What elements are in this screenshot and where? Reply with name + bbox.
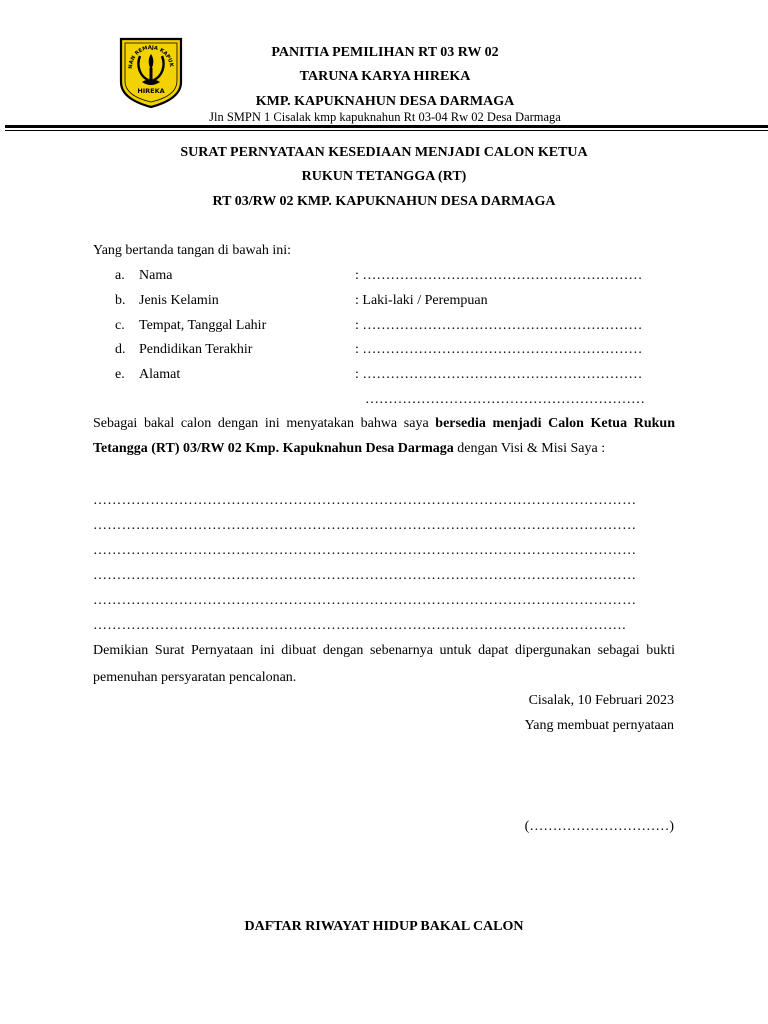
field-letter: b. (115, 293, 126, 308)
letterhead-rule-thin (5, 130, 768, 131)
crest-bottom-text: HIREKA (137, 87, 165, 95)
field-label: Tempat, Tanggal Lahir (139, 318, 267, 333)
next-section-title: DAFTAR RIWAYAT HIDUP BAKAL CALON (244, 919, 524, 934)
signature-name-placeholder: (…………………………) (524, 819, 674, 834)
statement-part-1: Sebagai bakal calon dengan ini menyatakan bahwa saya (93, 416, 436, 431)
field-label: Jenis Kelamin (139, 293, 219, 308)
field-letter: c. (115, 318, 125, 333)
vision-line: …………………………………………………………………………………………………… (93, 518, 637, 533)
vision-line: …………………………………………………………………………………………………… (93, 493, 637, 508)
field-letter: e. (115, 367, 125, 382)
field-value: : …………………………………………………… (355, 367, 643, 382)
vision-line: …………………………………………………………………………………………………… (93, 593, 637, 608)
vision-line: …………………………………………………………………………………………………. (93, 618, 626, 633)
statement-part-2: dengan Visi & Misi Saya : (453, 441, 606, 456)
field-value: : …………………………………………………… (355, 268, 643, 283)
field-value: : …………………………………………………… (355, 318, 643, 333)
document-title-line-1: SURAT PERNYATAAN KESEDIAAN MENJADI CALON KETUA (180, 145, 588, 160)
document-title-line-3: RT 03/RW 02 KMP. KAPUKNAHUN DESA DARMAGA (212, 194, 556, 209)
document-title-line-2: RUKUN TETANGGA (RT) (301, 169, 467, 184)
signature-place-date: Cisalak, 10 Februari 2023 (528, 693, 674, 708)
signature-role: Yang membuat pernyataan (524, 718, 674, 733)
statement-bold: bersedia menjadi Calon Ketua Rukun Tetangga (RT) 03/RW 02 Kmp. Kapuknahun Desa Darmaga (93, 416, 675, 456)
field-label: Pendidikan Terakhir (139, 342, 253, 357)
statement-paragraph (93, 411, 675, 461)
organization-logo (118, 36, 184, 108)
organization-crest-icon (118, 36, 184, 108)
field-alamat-continuation: …………………………………………………… (365, 392, 645, 407)
letterhead-address: Jln SMPN 1 Cisalak kmp kapuknahun Rt 03-04 Rw 02 Desa Darmaga (209, 110, 561, 124)
field-label: Alamat (139, 367, 181, 382)
field-letter: a. (115, 268, 125, 283)
vision-line: …………………………………………………………………………………………………… (93, 568, 637, 583)
letterhead-line-2: TARUNA KARYA HIREKA (299, 69, 471, 84)
intro-text: Yang bertanda tangan di bawah ini: (93, 243, 292, 258)
field-label: Nama (139, 268, 173, 283)
vision-line: …………………………………………………………………………………………………… (93, 543, 637, 558)
letterhead-rule-thick (5, 125, 768, 128)
letterhead-line-3: KMP. KAPUKNAHUN DESA DARMAGA (255, 94, 515, 109)
crest-top-text: NAN REMAJA KAPUK (127, 44, 175, 69)
letterhead-line-1: PANITIA PEMILIHAN RT 03 RW 02 (271, 45, 499, 60)
closing-paragraph: Demikian Surat Pernyataan ini dibuat dengan sebenarnya untuk dapat dipergunakan sebagai bukti pemenuhan persyaratan pencalonan. (93, 643, 675, 685)
field-value: : …………………………………………………… (355, 342, 643, 357)
field-value: : Laki-laki / Perempuan (355, 293, 488, 308)
field-letter: d. (115, 342, 126, 357)
